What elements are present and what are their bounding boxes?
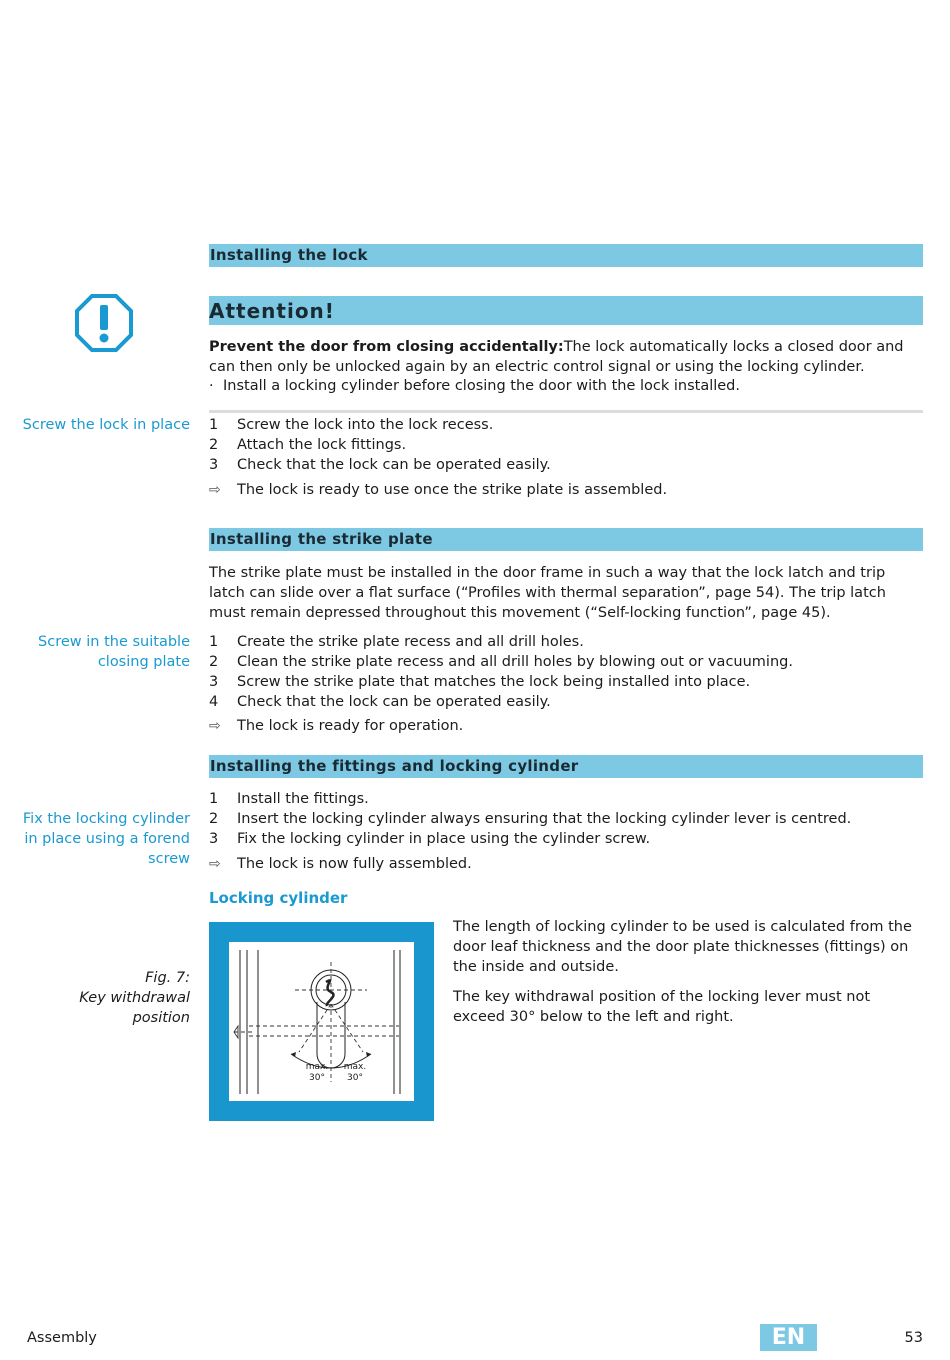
cylinder-diagram (229, 942, 414, 1101)
section-heading-strike-plate: Installing the strike plate (209, 528, 923, 551)
language-badge: EN (760, 1324, 817, 1351)
side-note-fix-cylinder (20, 809, 190, 869)
list-item (209, 632, 921, 652)
arrow-right-icon: ⇨ (209, 718, 221, 734)
list-item (209, 435, 921, 455)
side-note-line: Fix the locking cylinder (22, 811, 190, 827)
angle-label-left (302, 1062, 332, 1084)
figure-label: Fig. 7: (145, 970, 190, 986)
step-text: Attach the lock fittings. (237, 437, 407, 453)
side-note-line: screw (148, 851, 190, 867)
footer-section-name: Assembly (27, 1330, 97, 1346)
figure-title: Key withdrawal position (79, 990, 190, 1026)
subheading-locking-cylinder: Locking cylinder (209, 889, 348, 907)
result-item (209, 716, 921, 736)
angle-label-line: max. (305, 1062, 329, 1072)
attention-lead: Prevent the door from closing accidentally: (209, 339, 564, 355)
list-item (209, 672, 921, 692)
divider (209, 410, 923, 413)
step-text: Clean the strike plate recess and all drill holes by blowing out or vacuuming. (237, 654, 793, 670)
side-note-line: closing plate (97, 654, 190, 670)
step-number: 3 (209, 674, 219, 690)
list-item (209, 692, 921, 712)
list-item (209, 829, 921, 849)
strike-intro-paragraph: The strike plate must be installed in the door frame in such a way that the lock latch and trip latch can slide over a flat surface (“Profiles with thermal separation”, page 54). The trip latch must remain depressed throughout this movement (“Self-locking function”, page 45). (209, 565, 886, 621)
result-text: The lock is ready to use once the strike plate is assembled. (237, 482, 668, 498)
list-item (209, 415, 921, 435)
attention-text: The lock automatically locks a closed door and can then only be unlocked again by an electric control signal or using the locking cylinder. (209, 339, 904, 375)
step-number: 3 (209, 831, 219, 847)
angle-label-right (340, 1062, 370, 1084)
step-number: 2 (209, 654, 219, 670)
step-number: 1 (209, 634, 219, 650)
list-item (209, 455, 921, 475)
arrow-right-icon: ⇨ (209, 482, 221, 498)
angle-label-line: 30° (347, 1073, 363, 1083)
attention-paragraph (209, 337, 921, 377)
step-number: 2 (209, 811, 219, 827)
attention-heading: Attention! (209, 296, 923, 325)
figure-caption (20, 968, 190, 1028)
list-item (209, 809, 921, 829)
list-item (209, 652, 921, 672)
step-text: Screw the lock into the lock recess. (237, 417, 494, 433)
side-note-line: in place using a forend (24, 831, 190, 847)
step-number: 4 (209, 694, 219, 710)
step-text: Install the fittings. (237, 791, 369, 807)
step-number: 1 (209, 791, 219, 807)
side-note-line: Screw in the suitable (38, 634, 190, 650)
angle-label-line: max. (343, 1062, 367, 1072)
cylinder-paragraph-2: The key withdrawal position of the locking lever must not exceed 30° below to the left and right. (453, 989, 871, 1025)
result-item (209, 854, 921, 874)
page-number: 53 (904, 1330, 923, 1346)
attention-bullet (209, 376, 740, 396)
result-text: The lock is ready for operation. (237, 718, 464, 734)
arrow-right-icon: ⇨ (209, 856, 221, 872)
step-number: 1 (209, 417, 219, 433)
step-text: Fix the locking cylinder in place using the cylinder screw. (237, 831, 651, 847)
step-text: Create the strike plate recess and all drill holes. (237, 634, 584, 650)
side-note-closing-plate (20, 632, 190, 672)
step-text: Check that the lock can be operated easily. (237, 457, 551, 473)
warning-octagon-icon (75, 294, 133, 352)
bullet-mark: · (209, 378, 214, 394)
attention-bullet-text: Install a locking cylinder before closing the door with the lock installed. (223, 378, 740, 394)
step-text: Check that the lock can be operated easily. (237, 694, 551, 710)
section-heading-fittings: Installing the fittings and locking cylinder (209, 755, 923, 778)
step-number: 2 (209, 437, 219, 453)
step-text: Insert the locking cylinder always ensuring that the locking cylinder lever is centred. (237, 811, 852, 827)
angle-label-line: 30° (309, 1073, 325, 1083)
cylinder-paragraph-1: The length of locking cylinder to be used is calculated from the door leaf thickness and the door plate thicknesses (fittings) on the inside and outside. (453, 919, 912, 975)
section-heading-installing-lock: Installing the lock (209, 244, 923, 267)
step-number: 3 (209, 457, 219, 473)
step-text: Screw the strike plate that matches the lock being installed into place. (237, 674, 751, 690)
result-text: The lock is now fully assembled. (237, 856, 472, 872)
figure-frame (209, 922, 434, 1121)
side-note-screw-lock: Screw the lock in place (22, 417, 190, 433)
list-item (209, 789, 921, 809)
result-item (209, 480, 921, 500)
